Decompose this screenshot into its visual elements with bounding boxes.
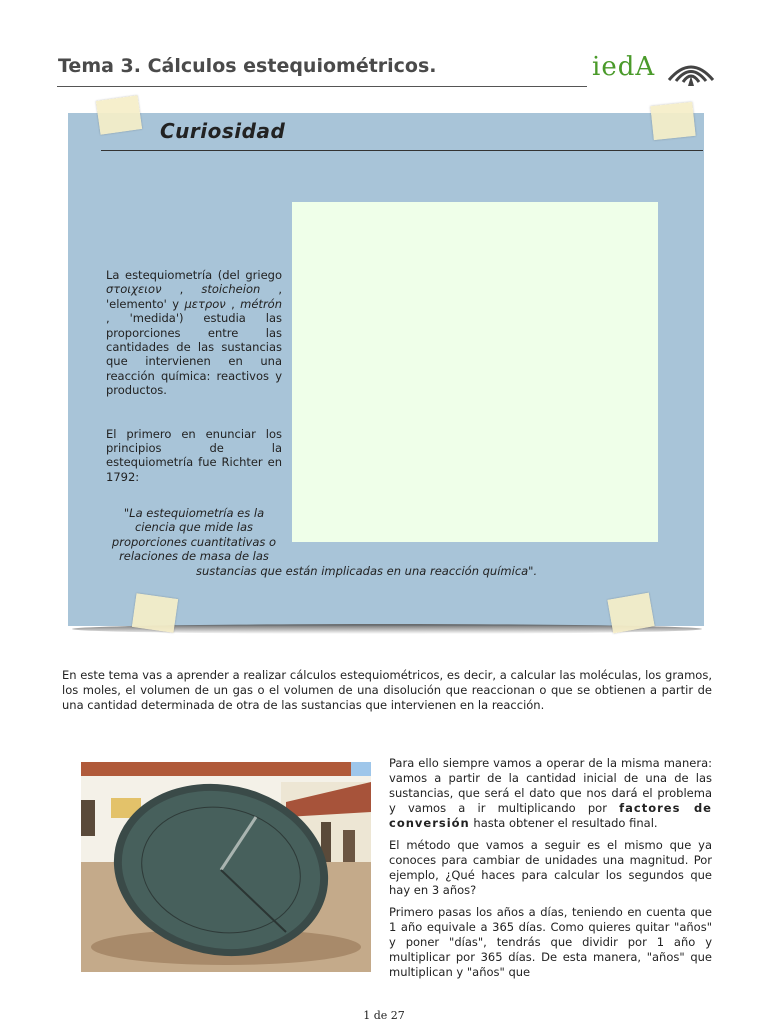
header-divider [57, 86, 587, 87]
method-text [389, 756, 712, 987]
method-paragraph: Primero pasas los años a días, teniendo en cuenta que 1 año equivale a 365 días. Como quieres quitar "años" y poner "días", tendrás que dividir por 1 año y multiplicar por 365 días. De esta manera, "años" que multiplican y "años" que [389, 905, 712, 979]
panel-paragraph: La estequiometría (del griego στοιχειον , stoicheion , 'elemento' y μετρον , métrón , 'medida') estudia las proporciones entre las cantidades de las sustancias que intervienen en una reacción química: reactivos y productos. [106, 268, 282, 398]
ieda-logo [590, 50, 720, 90]
tape-decoration [650, 102, 695, 140]
page-title: Tema 3. Cálculos estequiométricos. [58, 55, 437, 77]
panel-title: Curiosidad [160, 119, 286, 143]
panel-divider [101, 150, 703, 151]
tape-decoration [607, 593, 654, 634]
conversion-factors-term: factores de conversión [389, 801, 712, 830]
page-number: 1 de 27 [363, 1009, 405, 1022]
richter-quote-end: sustancias que están implicadas en una reacción química". [196, 564, 538, 578]
logo-text: iedA [592, 52, 656, 82]
richter-quote: "La estequiometría es la ciencia que mide las proporciones cuantitativas o relaciones de masa de las [111, 506, 277, 564]
panel-paragraph: El primero en enunciar los principios de la estequiometría fue Richter en 1792: [106, 426, 282, 484]
method-paragraph: El método que vamos a seguir es el mismo que ya conoces para cambiar de unidades una magnitud. Por ejemplo, ¿Qué haces para calcular los segundos que hay en 3 años? [389, 838, 712, 897]
intro-paragraph: En este tema vas a aprender a realizar cálculos estequiométricos, es decir, a calcular las moléculas, los gramos, los moles, el volumen de un gas o el volumen de una disolución que reaccionan o que se obtienen a partir de una cantidad determinada de otra de las sustancias que intervienen en la reacción. [62, 668, 712, 712]
panel-image-placeholder [292, 202, 658, 542]
tape-decoration [132, 593, 178, 633]
tape-decoration [96, 95, 142, 135]
sundial-photo [81, 762, 371, 972]
junta-andalucia-logo-icon [666, 54, 716, 88]
method-paragraph: Para ello siempre vamos a operar de la misma manera: vamos a partir de la cantidad inicial de una de las sustancias, que será el dato que nos dará el problema y vamos a ir multiplicando por factores de conversión hasta obtener el resultado final. [389, 756, 712, 830]
panel-text [106, 268, 282, 498]
